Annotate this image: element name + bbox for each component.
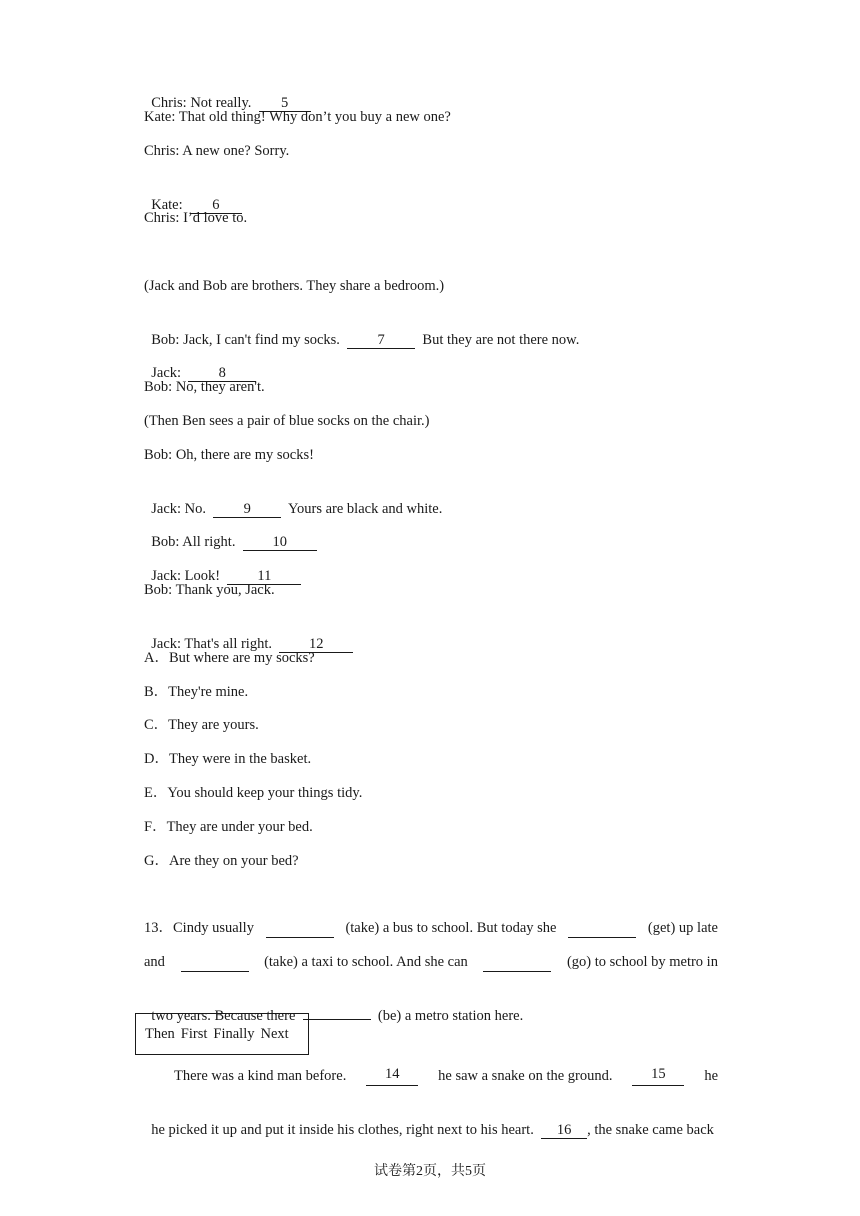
- q13-line-2: and (take) a taxi to school. And she can (go) to school by metro in: [144, 954, 718, 970]
- blank-7[interactable]: 7: [347, 332, 415, 349]
- dialog-line: Jack: 8: [144, 343, 256, 383]
- dialog-line: Chris: I’d love to.: [144, 210, 248, 226]
- dialog-line: Chris: Not really. 5: [144, 73, 311, 113]
- option-c: C．They are yours.: [144, 717, 259, 733]
- q13-blank-be[interactable]: [303, 1019, 371, 1020]
- q13-line-1: 13．Cindy usually (take) a bus to school. But today she (get) up late: [144, 920, 718, 936]
- word-finally: Finally: [213, 1025, 255, 1042]
- blank-6[interactable]: 6: [190, 197, 242, 214]
- option-d: D．They were in the basket.: [144, 751, 312, 767]
- blank-8[interactable]: 8: [188, 365, 256, 382]
- dialog-line: Bob: Oh, there are my socks!: [144, 447, 314, 463]
- dialog-line: Kate: That old thing! Why don’t you buy a new one?: [144, 109, 451, 125]
- dialog-line: Chris: A new one? Sorry.: [144, 143, 290, 159]
- dialog-line: Bob: No, they aren't.: [144, 379, 265, 395]
- option-g: G．Are they on your bed?: [144, 853, 299, 869]
- option-a: A．But where are my socks?: [144, 650, 315, 666]
- dialog-line: Kate: 6: [144, 175, 242, 215]
- blank-10[interactable]: 10: [243, 534, 317, 551]
- blank-12[interactable]: 12: [279, 636, 353, 653]
- blank-9[interactable]: 9: [213, 501, 281, 518]
- passage-line-1: There was a kind man before. 14 he saw a snake on the ground. 15 he: [174, 1066, 718, 1084]
- q13-blank-go[interactable]: [483, 952, 551, 972]
- option-e: E．You should keep your things tidy.: [144, 785, 363, 801]
- q13-blank-take-2[interactable]: [181, 952, 249, 972]
- blank-11[interactable]: 11: [227, 568, 301, 585]
- passage-line-2: he picked it up and put it inside his clothes, right next to his heart. 16 , the snake came back: [151, 1122, 714, 1138]
- word-first: First: [180, 1025, 208, 1042]
- dialog-line: Jack: No. 9 Yours are black and white.: [151, 501, 443, 517]
- q13-line-3: two years. Because there (be) a metro station here.: [151, 1008, 524, 1024]
- dialog-line: Bob: Jack, I can't find my socks. 7 But they are not there now.: [151, 332, 580, 348]
- dialog-line: Jack: Look! 11: [144, 546, 301, 586]
- word-next: Next: [260, 1025, 289, 1042]
- blank-14[interactable]: 14: [366, 1066, 418, 1086]
- option-b: B．They're mine.: [144, 684, 249, 700]
- dialog-line: Jack: That's all right. 12: [144, 614, 353, 654]
- word-bank-box: [135, 1013, 309, 1055]
- page-footer: 试卷第2页，共5页: [374, 1164, 486, 1179]
- blank-16[interactable]: 16: [541, 1122, 587, 1139]
- dialog-line: Bob: Thank you, Jack.: [144, 582, 275, 598]
- dialog-line: (Then Ben sees a pair of blue socks on the chair.): [144, 413, 430, 429]
- dialog-intro: (Jack and Bob are brothers. They share a bedroom.): [144, 278, 445, 294]
- q13-blank-get[interactable]: [568, 918, 636, 938]
- option-f: F．They are under your bed.: [144, 819, 313, 835]
- blank-5[interactable]: 5: [259, 95, 311, 112]
- blank-15[interactable]: 15: [632, 1066, 684, 1086]
- dialog-line: Bob: All right. 10: [144, 512, 317, 552]
- q13-blank-take[interactable]: [266, 918, 334, 938]
- word-then: Then: [145, 1025, 175, 1042]
